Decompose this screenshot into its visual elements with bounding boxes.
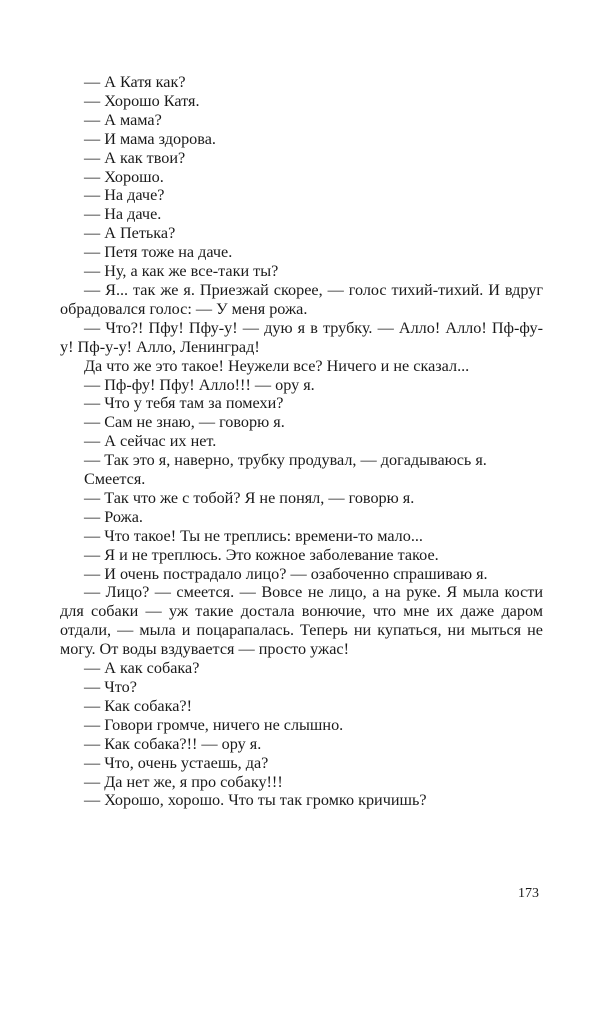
paragraph: — Что?! Пфу! Пфу-у! — дую я в трубку. — Алло! Алло! Пф-фу-у! Пф-у-у! Алло, Ленинград! — [60, 318, 543, 356]
paragraph: — Хорошо. — [84, 167, 164, 186]
paragraph: — А как твои? — [84, 148, 186, 167]
paragraph: — Как собака?! — [84, 696, 192, 715]
paragraph: — На даче? — [84, 186, 165, 205]
paragraph: — Что, очень устаешь, да? — [84, 753, 269, 772]
paragraph: — А мама? — [84, 110, 162, 129]
paragraph: — И мама здорова. — [84, 129, 216, 148]
paragraph: — Лицо? — смеется. — Вовсе не лицо, а на руке. Я мыла кости для собаки — уж такие достала вонючие, что мне их даже даром отдали, — мыла и поцарапалась. Теперь ни купаться, ни мыться не могу. От воды вздувается — просто ужас! — [60, 583, 543, 659]
paragraph: — Как собака?!! — ору я. — [84, 734, 262, 753]
paragraph: — Петя тоже на даче. — [84, 243, 233, 262]
paragraph: — Пф-фу! Пфу! Алло!!! — ору я. — [84, 375, 315, 394]
paragraph: — Я... так же я. Приезжай скорее, — голос тихий-тихий. И вдруг обрадовался голос: — У меня рожа. — [60, 280, 543, 318]
page-body — [60, 73, 543, 810]
paragraph: — Говори громче, ничего не слышно. — [84, 715, 344, 734]
paragraph: — Ну, а как же все-таки ты? — [84, 262, 279, 281]
paragraph: — А сейчас их нет. — [84, 432, 217, 451]
paragraph: — Так это я, наверно, трубку продувал, — догадываюсь я. — [84, 451, 487, 470]
paragraph: — Что такое! Ты не треплись: времени-то мало... — [84, 526, 423, 545]
paragraph: — Рожа. — [84, 507, 143, 526]
paragraph: — На даче. — [84, 205, 162, 224]
paragraph: — Что? — [84, 678, 137, 696]
paragraph: — Так что же с тобой? Я не понял, — говорю я. — [84, 488, 415, 507]
paragraph: — Хорошо Катя. — [84, 91, 200, 110]
paragraph: — Что у тебя там за помехи? — [84, 394, 284, 413]
page-number: 173 — [518, 886, 539, 901]
paragraph: — Хорошо, хорошо. Что ты так громко кричишь? — [84, 791, 427, 810]
paragraph: Смеется. — [84, 470, 146, 489]
paragraph: — Сам не знаю, — говорю я. — [84, 413, 285, 432]
paragraph: — Да нет же, я про собаку!!! — [84, 772, 283, 791]
paragraph: — И очень пострадало лицо? — озабоченно спрашиваю я. — [84, 564, 488, 583]
paragraph: Да что же это такое! Неужели все? Ничего и не сказал... — [84, 356, 470, 375]
paragraph: — А Петька? — [84, 224, 176, 243]
paragraph: — А как собака? — [84, 659, 200, 678]
paragraph: — А Катя как? — [84, 73, 186, 91]
paragraph: — Я и не треплюсь. Это кожное заболевание такое. — [84, 545, 439, 564]
